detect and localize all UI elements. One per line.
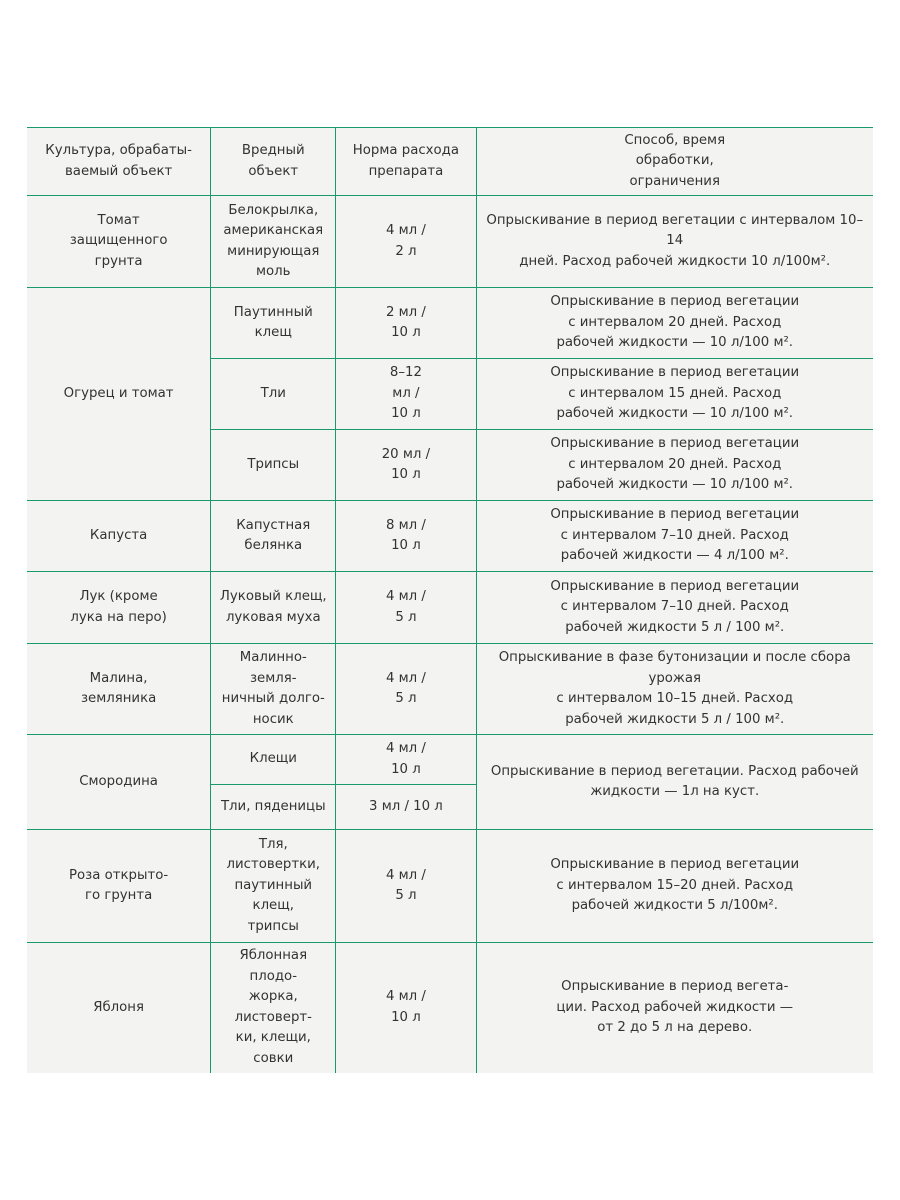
pest-cell: Малинно- земля- ничный долго- носик [211,644,336,735]
table-row [27,943,873,1073]
header-method: Способ, время обработки, ограничения [476,128,873,196]
table-row [27,196,873,288]
method-cell: Опрыскивание в период вегетации с интервалом 15 дней. Расход рабочей жидкости — 10 л/100 м². [476,359,873,430]
pest-cell: Паутинный клещ [211,288,336,359]
rate-cell: 8–12 мл / 10 л [336,359,476,430]
rate-cell: 20 мл / 10 л [336,430,476,501]
rate-cell: 4 мл / 5 л [336,830,476,943]
method-cell: Опрыскивание в период вегетации с интервалом 10–14 дней. Расход рабочей жидкости 10 л/100м². [476,196,873,288]
table-row [27,288,873,359]
table-row [27,735,873,785]
method-cell: Опрыскивание в период вегетации с интервалом 15–20 дней. Расход рабочей жидкости 5 л/100м². [476,830,873,943]
pest-cell: Тля, листовертки, паутинный клещ, трипсы [211,830,336,943]
method-cell: Опрыскивание в период вегетации. Расход рабочей жидкости — 1л на куст. [476,735,873,830]
rate-cell: 4 мл / 10 л [336,735,476,785]
table-row [27,644,873,735]
pest-cell: Трипсы [211,430,336,501]
treatment-table [27,127,873,1073]
method-cell: Опрыскивание в период вегетации с интервалом 7–10 дней. Расход рабочей жидкости 5 л / 100 м². [476,572,873,644]
crop-cell: Яблоня [27,943,211,1073]
rate-cell: 8 мл / 10 л [336,501,476,572]
rate-cell: 4 мл / 5 л [336,572,476,644]
header-crop: Культура, обрабаты- ваемый объект [27,128,211,196]
table-row [27,830,873,943]
method-cell: Опрыскивание в фазе бутонизации и после сбора урожая с интервалом 10–15 дней. Расход рабочей жидкости 5 л / 100 м². [476,644,873,735]
crop-cell: Малина, земляника [27,644,211,735]
crop-cell: Томат защищенного грунта [27,196,211,288]
method-cell: Опрыскивание в период вегетации с интервалом 7–10 дней. Расход рабочей жидкости — 4 л/100 м². [476,501,873,572]
method-cell: Опрыскивание в период вегета- ции. Расход рабочей жидкости — от 2 до 5 л на дерево. [476,943,873,1073]
pest-cell: Клещи [211,735,336,785]
rate-cell: 4 мл / 5 л [336,644,476,735]
method-cell: Опрыскивание в период вегетации с интервалом 20 дней. Расход рабочей жидкости — 10 л/100 м². [476,288,873,359]
pest-cell: Тли, пяденицы [211,785,336,830]
table-row [27,501,873,572]
crop-cell: Лук (кроме лука на перо) [27,572,211,644]
pest-cell: Яблонная плодо- жорка, листоверт- ки, клещи, совки [211,943,336,1073]
rate-cell: 3 мл / 10 л [336,785,476,830]
crop-cell: Капуста [27,501,211,572]
crop-cell: Смородина [27,735,211,830]
pest-cell: Тли [211,359,336,430]
method-cell: Опрыскивание в период вегетации с интервалом 20 дней. Расход рабочей жидкости — 10 л/100 м². [476,430,873,501]
pest-cell: Белокрылка, американская минирующая моль [211,196,336,288]
pest-cell: Капустная белянка [211,501,336,572]
rate-cell: 4 мл / 2 л [336,196,476,288]
header-row [27,128,873,196]
rate-cell: 4 мл / 10 л [336,943,476,1073]
crop-cell: Роза открыто- го грунта [27,830,211,943]
rate-cell: 2 мл / 10 л [336,288,476,359]
pest-cell: Луковый клещ, луковая муха [211,572,336,644]
header-pest: Вредный объект [211,128,336,196]
header-rate: Норма расхода препарата [336,128,476,196]
table-row [27,572,873,644]
crop-cell: Огурец и томат [27,288,211,501]
